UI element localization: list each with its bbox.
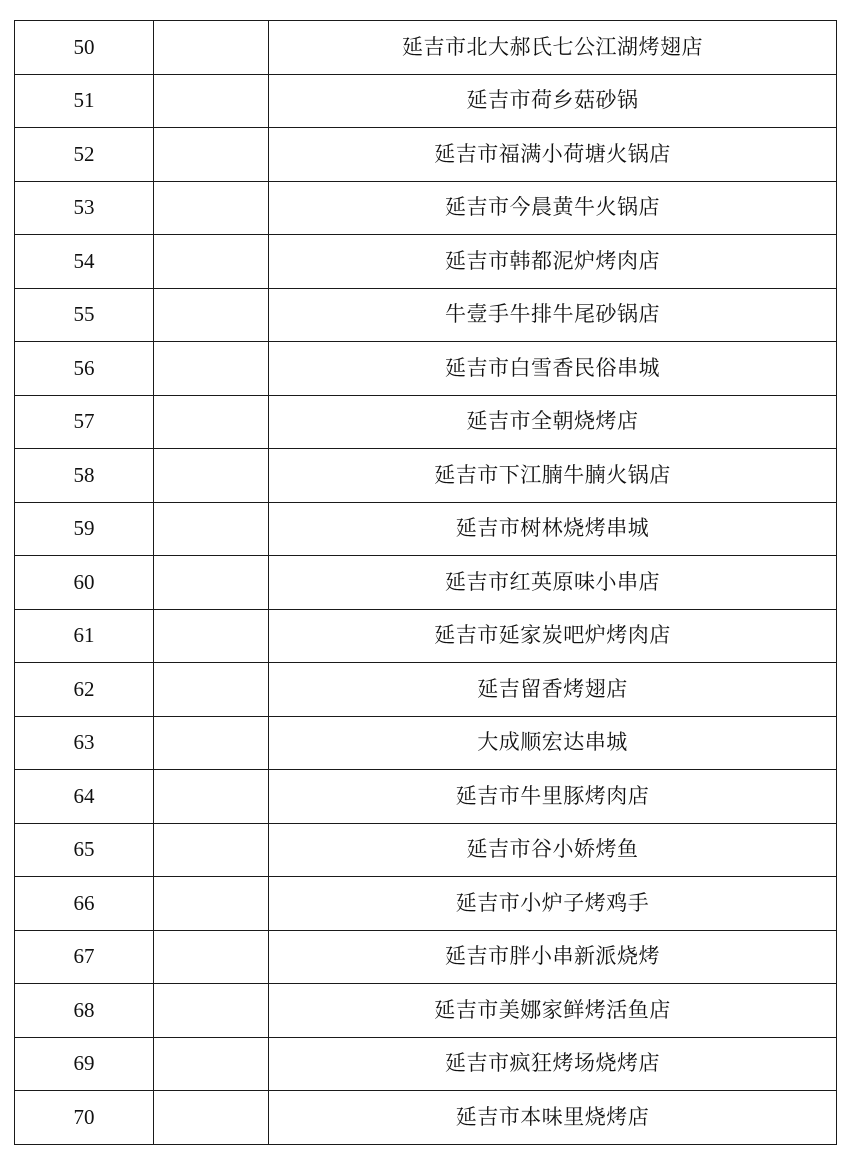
row-number: 63 — [15, 716, 154, 770]
row-number: 64 — [15, 770, 154, 824]
business-name: 延吉市北大郝氏七公江湖烤翅店 — [269, 21, 837, 75]
blank-cell — [154, 502, 269, 556]
business-name: 延吉市福满小荷塘火锅店 — [269, 128, 837, 182]
row-number: 67 — [15, 930, 154, 984]
blank-cell — [154, 342, 269, 396]
table-row — [15, 21, 837, 75]
business-name: 延吉市延家炭吧炉烤肉店 — [269, 609, 837, 663]
row-number: 62 — [15, 663, 154, 717]
table-row — [15, 235, 837, 289]
table-row — [15, 609, 837, 663]
table-row — [15, 716, 837, 770]
blank-cell — [154, 556, 269, 610]
blank-cell — [154, 930, 269, 984]
blank-cell — [154, 823, 269, 877]
business-name: 延吉市下江腩牛腩火锅店 — [269, 449, 837, 503]
table-row — [15, 395, 837, 449]
table-row — [15, 984, 837, 1038]
row-number: 57 — [15, 395, 154, 449]
blank-cell — [154, 128, 269, 182]
blank-cell — [154, 288, 269, 342]
table-row — [15, 556, 837, 610]
table-row — [15, 74, 837, 128]
business-name: 延吉市白雪香民俗串城 — [269, 342, 837, 396]
row-number: 70 — [15, 1091, 154, 1145]
row-number: 56 — [15, 342, 154, 396]
business-name: 延吉市荷乡菇砂锅 — [269, 74, 837, 128]
table-row — [15, 342, 837, 396]
business-name: 大成顺宏达串城 — [269, 716, 837, 770]
row-number: 52 — [15, 128, 154, 182]
blank-cell — [154, 181, 269, 235]
blank-cell — [154, 1091, 269, 1145]
business-name: 延吉市小炉子烤鸡手 — [269, 877, 837, 931]
table-row — [15, 1037, 837, 1091]
row-number: 60 — [15, 556, 154, 610]
row-number: 50 — [15, 21, 154, 75]
business-name: 延吉市韩都泥炉烤肉店 — [269, 235, 837, 289]
business-name: 延吉市谷小娇烤鱼 — [269, 823, 837, 877]
blank-cell — [154, 877, 269, 931]
business-name: 延吉市牛里豚烤肉店 — [269, 770, 837, 824]
table-row — [15, 930, 837, 984]
business-name: 延吉市今晨黄牛火锅店 — [269, 181, 837, 235]
table-row — [15, 823, 837, 877]
blank-cell — [154, 609, 269, 663]
table-body — [15, 21, 837, 1145]
row-number: 54 — [15, 235, 154, 289]
row-number: 68 — [15, 984, 154, 1038]
table-row — [15, 181, 837, 235]
table-row — [15, 1091, 837, 1145]
table-row — [15, 502, 837, 556]
row-number: 59 — [15, 502, 154, 556]
row-number: 61 — [15, 609, 154, 663]
row-number: 53 — [15, 181, 154, 235]
blank-cell — [154, 449, 269, 503]
table-row — [15, 449, 837, 503]
row-number: 55 — [15, 288, 154, 342]
business-name: 延吉市美娜家鲜烤活鱼店 — [269, 984, 837, 1038]
business-name: 延吉市胖小串新派烧烤 — [269, 930, 837, 984]
blank-cell — [154, 984, 269, 1038]
row-number: 51 — [15, 74, 154, 128]
business-list-table — [14, 20, 837, 1145]
business-name: 延吉市红英原味小串店 — [269, 556, 837, 610]
business-name: 延吉市本味里烧烤店 — [269, 1091, 837, 1145]
table-row — [15, 663, 837, 717]
business-name: 延吉市全朝烧烤店 — [269, 395, 837, 449]
business-name: 延吉留香烤翅店 — [269, 663, 837, 717]
business-name: 延吉市树林烧烤串城 — [269, 502, 837, 556]
blank-cell — [154, 74, 269, 128]
business-name: 牛壹手牛排牛尾砂锅店 — [269, 288, 837, 342]
row-number: 66 — [15, 877, 154, 931]
blank-cell — [154, 21, 269, 75]
blank-cell — [154, 235, 269, 289]
row-number: 69 — [15, 1037, 154, 1091]
row-number: 65 — [15, 823, 154, 877]
table-row — [15, 128, 837, 182]
blank-cell — [154, 716, 269, 770]
row-number: 58 — [15, 449, 154, 503]
table-row — [15, 877, 837, 931]
table-row — [15, 770, 837, 824]
blank-cell — [154, 770, 269, 824]
business-name: 延吉市疯狂烤场烧烤店 — [269, 1037, 837, 1091]
table-row — [15, 288, 837, 342]
blank-cell — [154, 663, 269, 717]
blank-cell — [154, 1037, 269, 1091]
blank-cell — [154, 395, 269, 449]
